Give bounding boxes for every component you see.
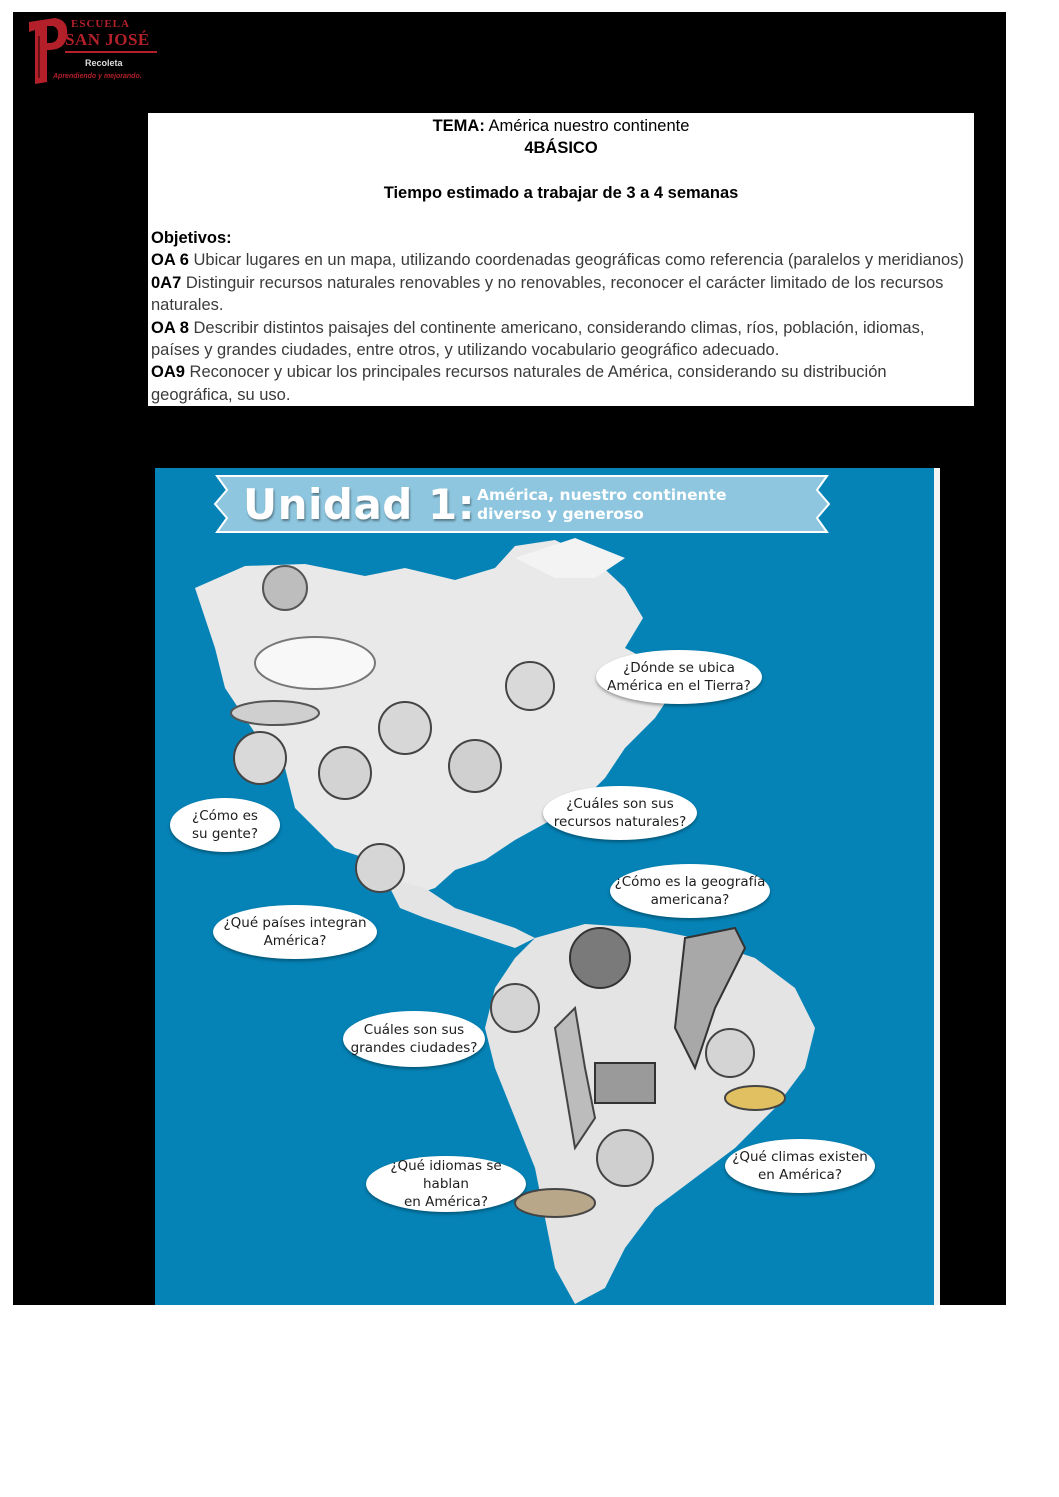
objective-item bbox=[151, 249, 970, 271]
logo-tagline: Aprendiendo y mejorando. bbox=[53, 73, 142, 80]
objective-text: Describir distintos paisajes del continente americano, considerando climas, ríos, población, idiomas, países y grandes ciudades, entre otros, y utilizando vocabulario geográfico adecuado. bbox=[151, 318, 925, 360]
info-box bbox=[148, 113, 974, 406]
estimated-time: Tiempo estimado a trabajar de 3 a 4 semanas bbox=[383, 184, 739, 202]
tema-line bbox=[148, 115, 974, 137]
person-icon bbox=[706, 1029, 754, 1077]
person-icon bbox=[263, 566, 307, 610]
question-text: ¿Qué idiomas se hablan en América? bbox=[390, 1158, 502, 1210]
question-text: ¿Cómo es su gente? bbox=[191, 808, 259, 842]
unit-subtitle: América, nuestro continente diverso y generoso bbox=[477, 486, 727, 523]
grade-level: 4BÁSICO bbox=[524, 139, 598, 157]
objective-code: 0A7 bbox=[151, 273, 182, 292]
question-text: ¿Qué climas existen en América? bbox=[732, 1149, 868, 1183]
document-page bbox=[13, 12, 1006, 1305]
objective-text: Distinguir recursos naturales renovables y no renovables, reconocer el carácter limitado de los recursos naturales. bbox=[151, 273, 944, 315]
logo-line-escuela: ESCUELA bbox=[71, 18, 130, 30]
question-text: ¿Dónde se ubica América en el Tierra? bbox=[607, 660, 751, 694]
question-bubble bbox=[725, 1139, 875, 1193]
person-icon bbox=[319, 747, 371, 799]
logo-line-san-jose: SAN JOSÉ bbox=[65, 30, 150, 49]
question-text: ¿Qué países integran América? bbox=[223, 915, 367, 949]
unit-illustration bbox=[155, 468, 940, 1305]
person-icon bbox=[570, 928, 630, 988]
objective-item bbox=[151, 317, 970, 362]
tema-label: TEMA: bbox=[432, 117, 485, 135]
person-icon bbox=[379, 702, 431, 754]
person-icon bbox=[449, 740, 501, 792]
objective-code: OA 8 bbox=[151, 318, 189, 337]
image-right-edge bbox=[934, 468, 940, 1305]
polar-bear-icon bbox=[255, 637, 375, 689]
question-bubble bbox=[543, 786, 697, 840]
south-america-shape bbox=[485, 924, 815, 1304]
person-icon bbox=[234, 732, 286, 784]
logo-line-recoleta: Recoleta bbox=[85, 58, 123, 68]
unit-title: Unidad 1: bbox=[243, 480, 476, 529]
question-text: ¿Cómo es la geografía americana? bbox=[614, 874, 766, 908]
question-bubble bbox=[366, 1156, 526, 1212]
corn-icon bbox=[725, 1086, 785, 1110]
question-bubble bbox=[610, 864, 770, 918]
logo-divider bbox=[65, 51, 157, 53]
question-bubble bbox=[596, 650, 762, 704]
potatoes-icon bbox=[515, 1189, 595, 1217]
objectives-section bbox=[151, 227, 970, 406]
textile-icon bbox=[595, 1063, 655, 1103]
person-icon bbox=[356, 844, 404, 892]
person-icon bbox=[597, 1130, 653, 1186]
question-text: Cuáles son sus grandes ciudades? bbox=[350, 1022, 478, 1056]
fish-icon bbox=[231, 701, 319, 725]
objective-code: OA 6 bbox=[151, 251, 189, 270]
objectives-title: Objetivos: bbox=[151, 229, 232, 247]
question-bubble bbox=[170, 798, 280, 852]
question-bubble bbox=[213, 905, 377, 959]
central-america-shape bbox=[385, 878, 535, 948]
objective-item bbox=[151, 272, 970, 317]
objective-code: OA9 bbox=[151, 363, 185, 382]
question-text: ¿Cuáles son sus recursos naturales? bbox=[553, 796, 687, 830]
person-icon bbox=[491, 984, 539, 1032]
objective-text: Ubicar lugares en un mapa, utilizando coordenadas geográficas como referencia (paralelos y meridianos) bbox=[193, 251, 964, 270]
tema-value: América nuestro continente bbox=[488, 117, 690, 135]
objective-item bbox=[151, 361, 970, 406]
question-bubble bbox=[343, 1011, 485, 1067]
person-icon bbox=[506, 662, 554, 710]
school-logo bbox=[25, 16, 175, 86]
objective-text: Reconocer y ubicar los principales recursos naturales de América, considerando su distribución geográfica, su uso. bbox=[151, 363, 887, 404]
